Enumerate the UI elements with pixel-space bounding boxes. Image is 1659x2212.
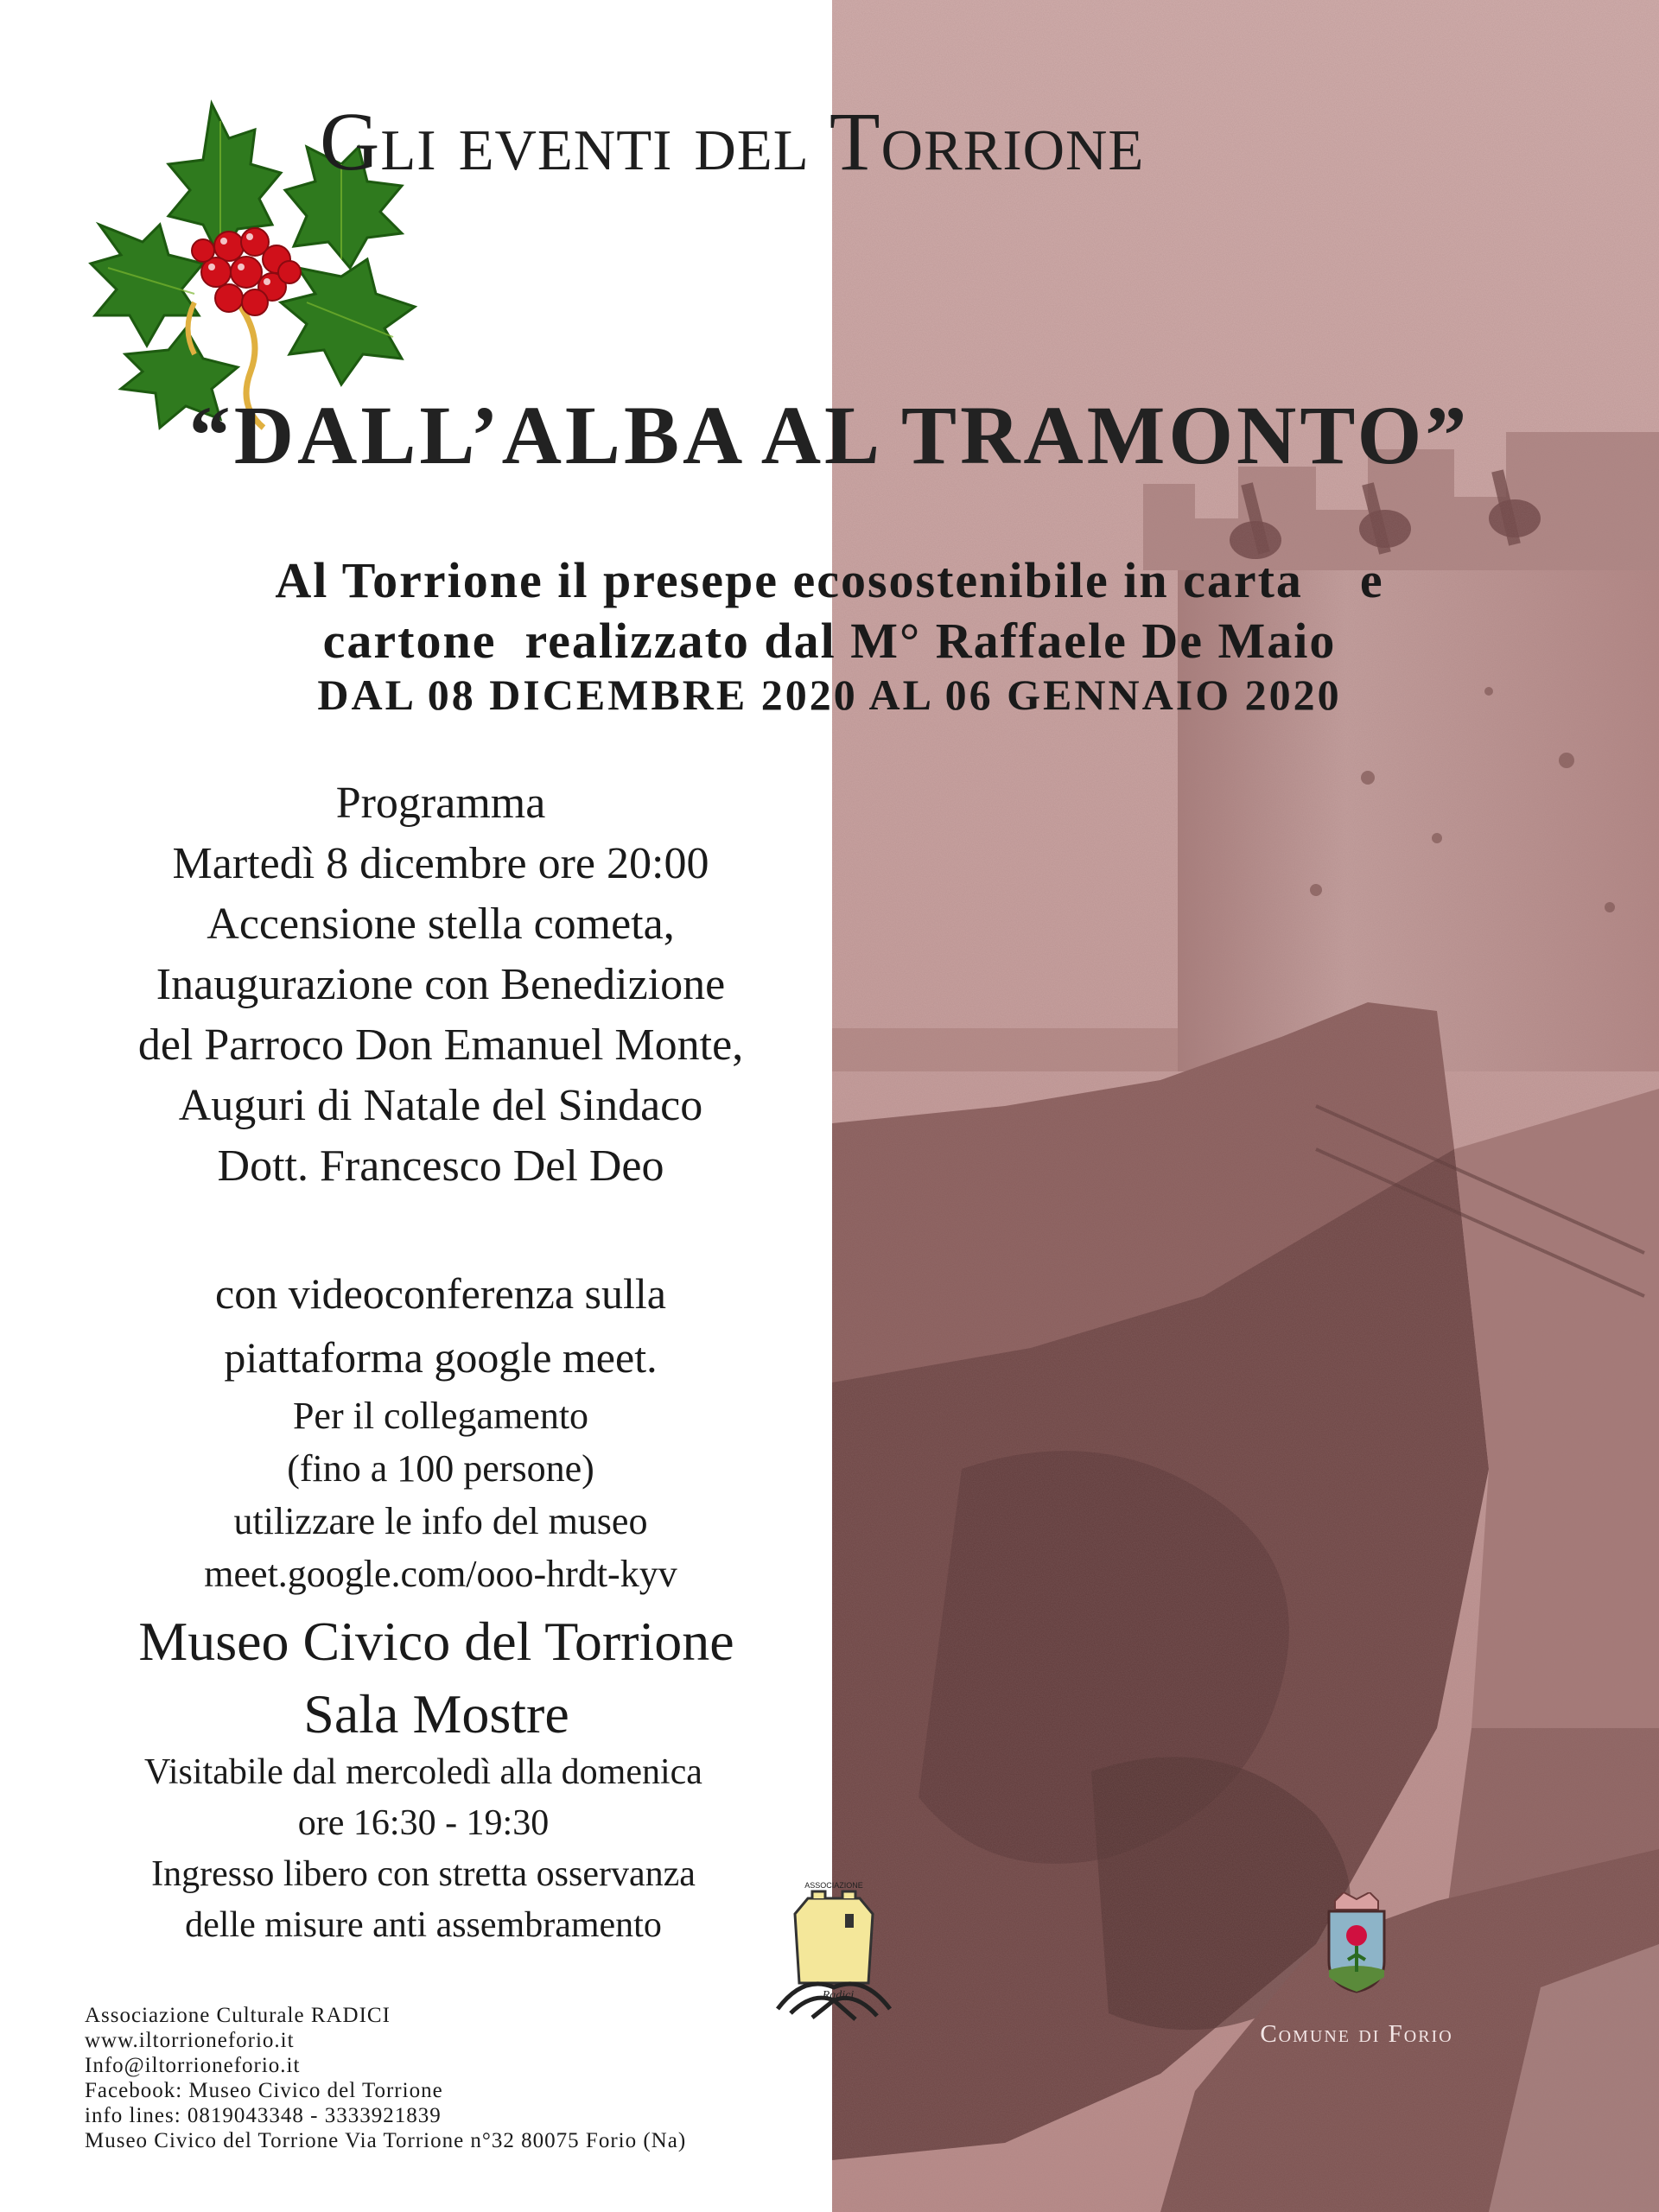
program-line: Martedì 8 dicembre ore 20:00 <box>172 839 709 888</box>
program-line: Auguri di Natale del Sindaco <box>178 1081 703 1130</box>
visit-line: delle misure anti assembramento <box>185 1905 662 1945</box>
association-logo-text: Radici <box>822 1989 855 2002</box>
footer-email[interactable]: Info@iltorrioneforio.it <box>85 2054 301 2077</box>
connection-section <box>52 1262 830 1600</box>
subtitle-line-2: cartone realizzato dal M° Raffaele De Maio <box>322 613 1337 669</box>
program-line: Inaugurazione con Benedizione <box>156 960 726 1009</box>
footer-facebook: Facebook: Museo Civico del Torrione <box>85 2079 443 2102</box>
visit-info <box>52 1747 795 1951</box>
association-logo-caption: ASSOCIAZIONE <box>804 1881 863 1890</box>
subtitle-line-1: Al Torrione il presepe ecosostenibile in carta e <box>275 552 1384 608</box>
torrione-photo-graphic <box>832 0 1659 2212</box>
footer-phone: info lines: 0819043348 - 3333921839 <box>85 2104 442 2127</box>
connection-line: con videoconferenza sulla <box>215 1269 666 1318</box>
main-title: “DALL’ALBA AL TRAMONTO” <box>188 389 1471 481</box>
program-section <box>52 773 830 1197</box>
footer-website[interactable]: www.iltorrioneforio.it <box>85 2029 295 2052</box>
museum-name: Museo Civico del Torrione <box>138 1611 734 1672</box>
connection-line: (fino a 100 persone) <box>287 1447 594 1490</box>
footer-association: Associazione Culturale RADICI <box>85 2004 391 2027</box>
program-line: Accensione stella cometa, <box>207 899 675 949</box>
meet-link[interactable]: meet.google.com/ooo-hrdt-kyv <box>204 1553 677 1595</box>
venue-section <box>52 1605 821 1751</box>
program-line: Dott. Francesco Del Deo <box>217 1141 664 1191</box>
room-name: Sala Mostre <box>303 1683 569 1745</box>
torrione-photo <box>832 0 1659 2212</box>
comune-label: Comune di Forio <box>1260 2020 1453 2048</box>
visit-line: Ingresso libero con stretta osservanza <box>151 1854 696 1894</box>
date-range: DAL 08 DICEMBRE 2020 AL 06 GENNAIO 2020 <box>317 671 1342 719</box>
comune-crest-icon <box>1313 1892 1400 1996</box>
program-heading: Programma <box>335 779 546 828</box>
footer-contacts <box>85 2003 862 2153</box>
program-line: del Parroco Don Emanuel Monte, <box>137 1020 744 1070</box>
connection-line: utilizzare le info del museo <box>233 1500 648 1542</box>
connection-line: Per il collegamento <box>292 1395 589 1437</box>
connection-line: piattaforma google meet. <box>224 1333 658 1382</box>
event-series-title: Gli eventi del Torrione <box>320 95 1145 188</box>
visit-line: ore 16:30 - 19:30 <box>297 1803 550 1843</box>
visit-line: Visitabile dal mercoledì alla domenica <box>144 1752 702 1792</box>
footer-address: Museo Civico del Torrione Via Torrione n°32 80075 Forio (Na) <box>85 2129 687 2152</box>
